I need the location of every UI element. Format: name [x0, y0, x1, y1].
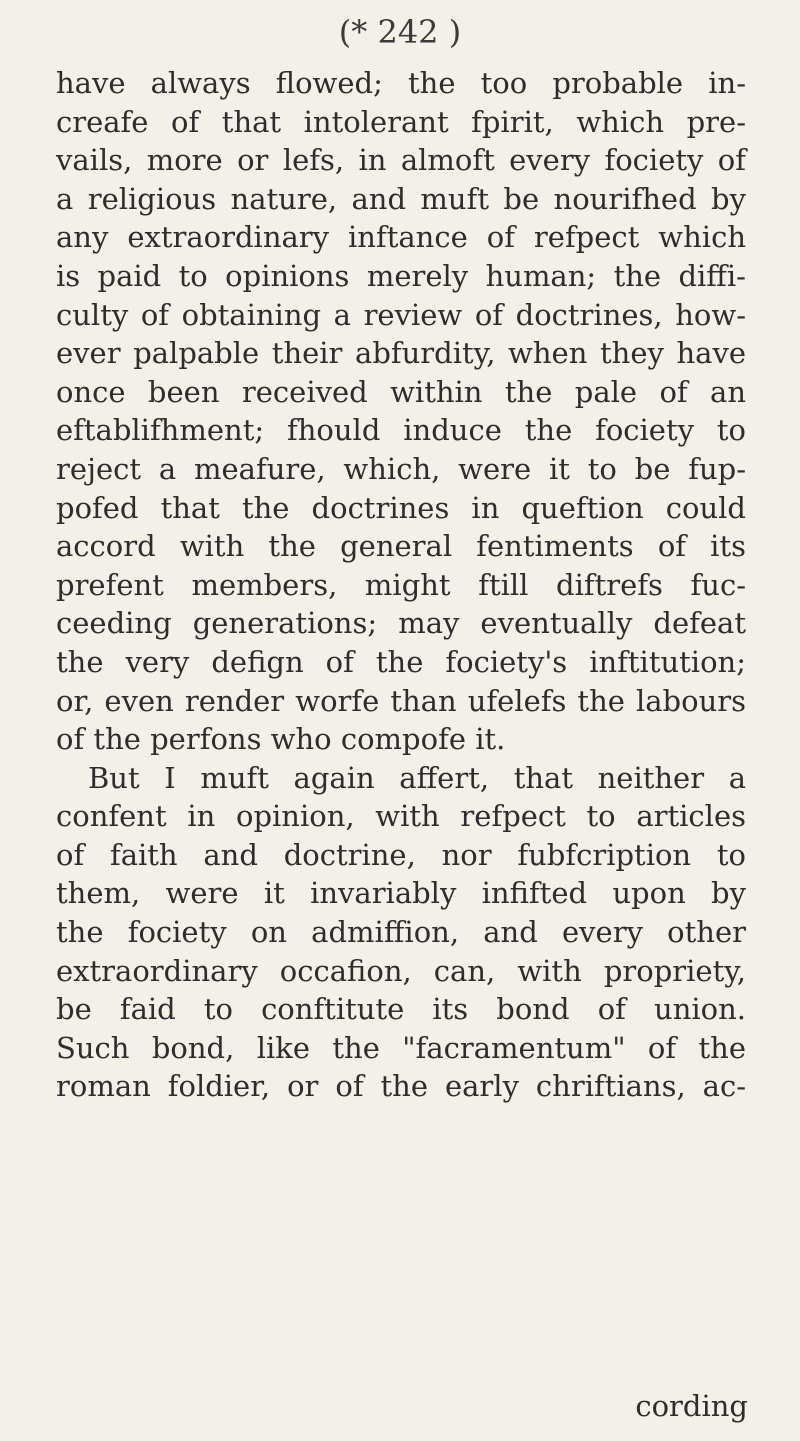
page-number: (* 242 )	[338, 13, 462, 51]
text-line: or, even render worfe than ufelefs the labours	[56, 683, 746, 718]
text-line: reject a meafure, which, were it to be fup-	[56, 451, 746, 486]
text-line: them, were it invariably infifted upon by	[56, 876, 746, 911]
text-line: extraordinary occafion, can, with propriety,	[56, 953, 746, 988]
text-line: of faith and doctrine, nor fubfcription to	[56, 837, 746, 872]
text-line: confent in opinion, with refpect to articles	[56, 799, 746, 834]
text-line: prefent members, might ftill diftrefs fuc-	[56, 567, 746, 602]
text-line: eftablifhment; fhould induce the fociety to	[56, 413, 746, 448]
text-line: culty of obtaining a review of doctrines, how-	[56, 297, 746, 332]
text-line: accord with the general fentiments of its	[56, 529, 746, 564]
text-line: the very defign of the fociety's inftitution;	[56, 644, 746, 679]
text-line: Such bond, like the "facramentum" of the	[56, 1030, 746, 1065]
text-line: be faid to conftitute its bond of union.	[56, 992, 746, 1027]
text-line: of the perfons who compofe it.	[56, 722, 506, 757]
catchword: cording	[635, 1389, 748, 1423]
text-line: a religious nature, and muft be nourifhed by	[56, 181, 746, 216]
text-line: vails, more or lefs, in almoft every fociety of	[56, 143, 746, 178]
text-line: any extraordinary inftance of refpect which	[56, 220, 746, 255]
text-line: have always flowed; the too probable in-	[56, 66, 746, 100]
text-line: roman foldier, or of the early chriftians, ac-	[56, 1069, 746, 1104]
text-line: ceeding generations; may eventually defeat	[56, 606, 746, 641]
text-line: ever palpable their abfurdity, when they have	[56, 336, 746, 371]
text-line: But I muft again affert, that neither a	[88, 760, 746, 795]
text-line: the fociety on admiffion, and every other	[56, 915, 746, 950]
text-line: pofed that the doctrines in queftion could	[56, 490, 746, 525]
text-line: is paid to opinions merely human; the diffi-	[56, 258, 746, 293]
text-line: creafe of that intolerant fpirit, which pre-	[56, 104, 746, 139]
text-line: once been received within the pale of an	[56, 374, 746, 409]
body-text	[56, 64, 746, 1106]
